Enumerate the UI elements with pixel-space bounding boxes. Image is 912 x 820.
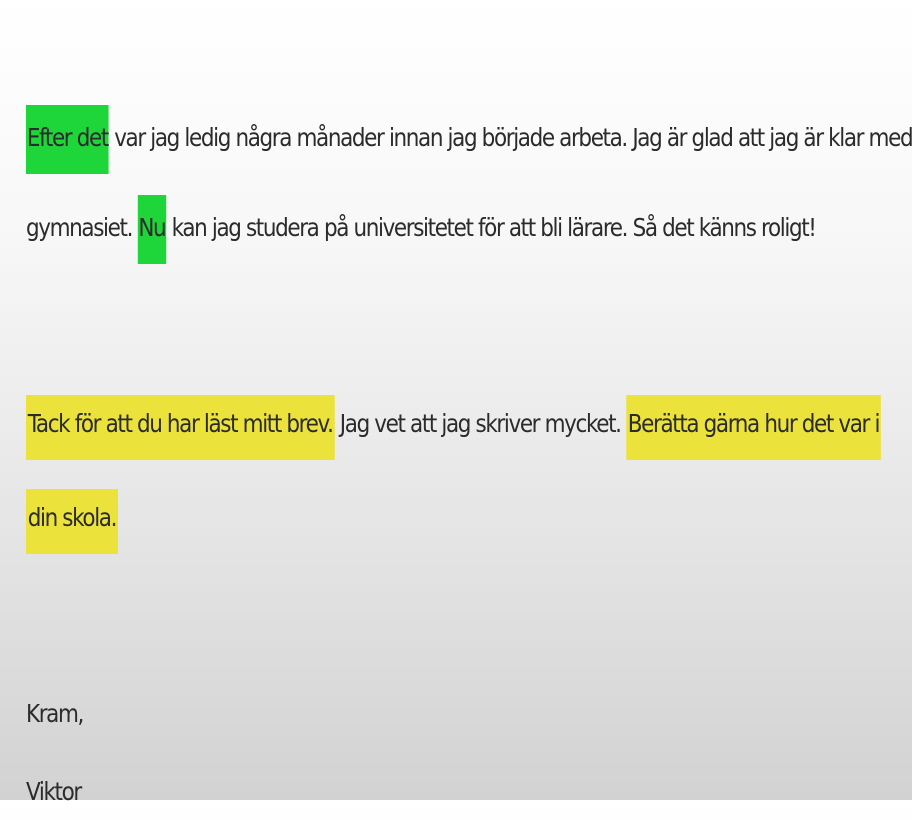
green-highlight-efter-det: Efter det [26, 105, 109, 174]
yellow-highlight-beratta: Berätta gärna hur det var i [626, 395, 881, 460]
green-highlight-nu: Nu [137, 195, 166, 264]
paragraph2-line1 [26, 396, 881, 452]
signature-text: Viktor [26, 777, 81, 806]
paragraph2-line1-text: Jag vet att jag skriver mycket. [334, 409, 627, 438]
paragraph1-line1 [26, 110, 912, 166]
paragraph1-line1-text: var jag ledig några månader innan jag började arbeta. Jag är glad att jag är klar med [108, 123, 912, 152]
yellow-highlight-din-skola: din skola. [26, 489, 118, 554]
paragraph1-line2-start: gymnasiet. [26, 213, 138, 242]
paragraph1-line2 [26, 200, 816, 256]
closing-text: Kram, [26, 699, 84, 728]
paragraph2-line2 [26, 490, 118, 546]
yellow-highlight-tack: Tack för att du har läst mitt brev. [26, 395, 334, 460]
paragraph1-line2-text: kan jag studera på universitetet för att bli lärare. Så det känns roligt! [166, 213, 816, 242]
